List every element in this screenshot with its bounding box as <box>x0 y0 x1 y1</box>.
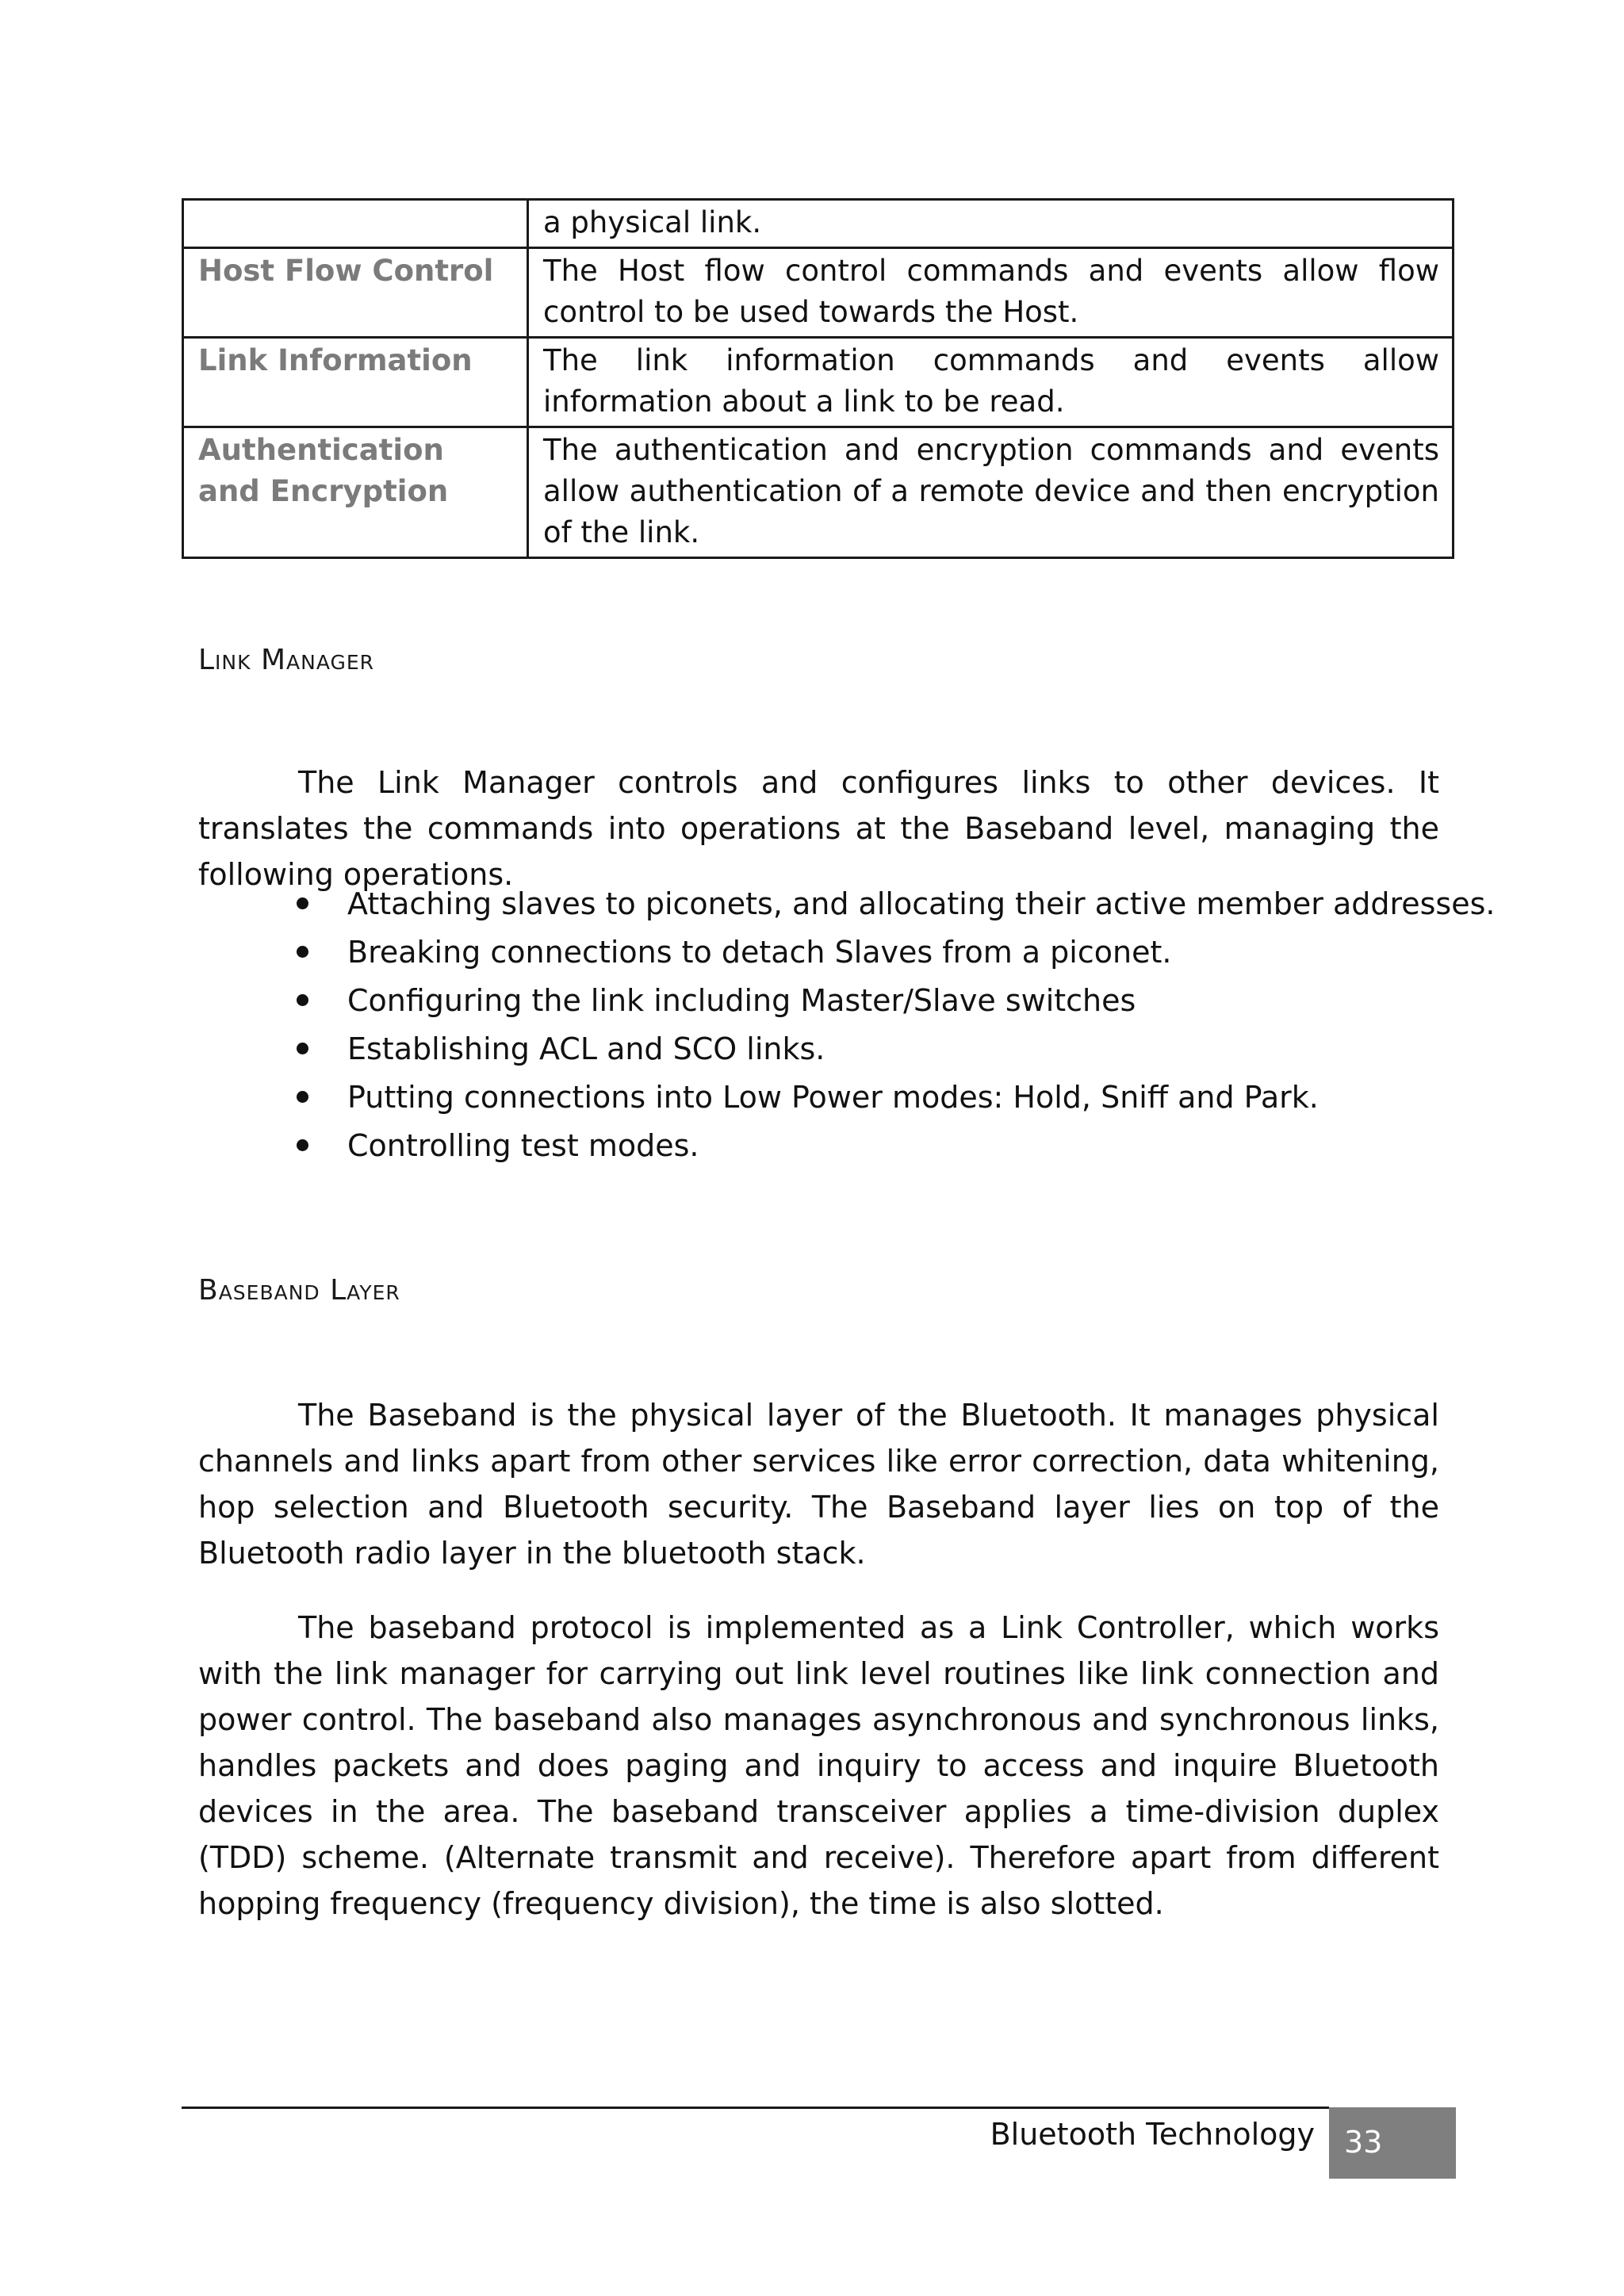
link-manager-paragraph: The Link Manager controls and configures links to other devices. It translates the commands into operations at the Baseband level, managing the following operations. <box>198 765 1439 892</box>
list-item <box>297 880 1496 928</box>
section-heading-baseband-layer: Baseband Layer <box>198 1274 400 1307</box>
table-description: a physical link. <box>528 200 1454 248</box>
table-row <box>183 338 1454 427</box>
bullet-icon <box>297 1043 308 1054</box>
footer-divider <box>182 2107 1329 2109</box>
table-row <box>183 427 1454 558</box>
list-item-text: Controlling test modes. <box>347 1128 699 1163</box>
table-row <box>183 248 1454 338</box>
bullet-icon <box>297 946 308 958</box>
bullet-icon <box>297 994 308 1006</box>
baseband-paragraph-2: The baseband protocol is implemented as a Link Controller, which works with the link manager for carrying out link level routines like link connection and power control. The baseband also manages asynchronous and synchronous links, handles packets and does paging and inquiry to access and inquire Bluetooth devices in the area. The baseband transceiver applies a time-division duplex (TDD) scheme. (Alternate transmit and receive). Therefore apart from different hopping frequency (frequency division), the time is also slotted. <box>198 1610 1439 1921</box>
section-heading-link-manager: Link Manager <box>198 644 375 676</box>
table-term <box>183 200 528 248</box>
bullet-icon <box>297 1139 308 1151</box>
baseband-paragraph-1: The Baseband is the physical layer of the Bluetooth. It manages physical channels and links apart from other services like error correction, data whitening, hop selection and Bluetooth security. The Baseband layer lies on top of the Bluetooth radio layer in the bluetooth stack. <box>198 1398 1439 1571</box>
list-item-text: Putting connections into Low Power modes: Hold, Sniff and Park. <box>347 1080 1319 1115</box>
list-item <box>297 1122 1496 1170</box>
table-description: The authentication and encryption commands and events allow authentication of a remote device and then encryption of the link. <box>528 427 1454 558</box>
list-item-text: Attaching slaves to piconets, and allocating their active member addresses. <box>347 886 1496 921</box>
table-description: The Host flow control commands and events allow flow control to be used towards the Host. <box>528 248 1454 338</box>
table-row <box>183 200 1454 248</box>
table-description: The link information commands and events allow information about a link to be read. <box>528 338 1454 427</box>
list-item <box>297 977 1496 1025</box>
list-item-text: Configuring the link including Master/Slave switches <box>347 983 1136 1018</box>
hci-command-table <box>182 198 1454 559</box>
page-number: 33 <box>1329 2107 1456 2179</box>
list-item <box>297 928 1496 977</box>
table-term: Link Information <box>183 338 528 427</box>
bullet-icon <box>297 1091 308 1103</box>
table-term: Authentication and Encryption <box>183 427 528 558</box>
list-item-text: Establishing ACL and SCO links. <box>347 1031 825 1066</box>
footer-title: Bluetooth Technology <box>990 2117 1315 2152</box>
list-item <box>297 1073 1496 1122</box>
list-item-text: Breaking connections to detach Slaves from a piconet. <box>347 935 1172 970</box>
link-manager-operations-list <box>297 880 1496 1170</box>
table-term: Host Flow Control <box>183 248 528 338</box>
bullet-icon <box>297 897 308 909</box>
list-item <box>297 1025 1496 1073</box>
